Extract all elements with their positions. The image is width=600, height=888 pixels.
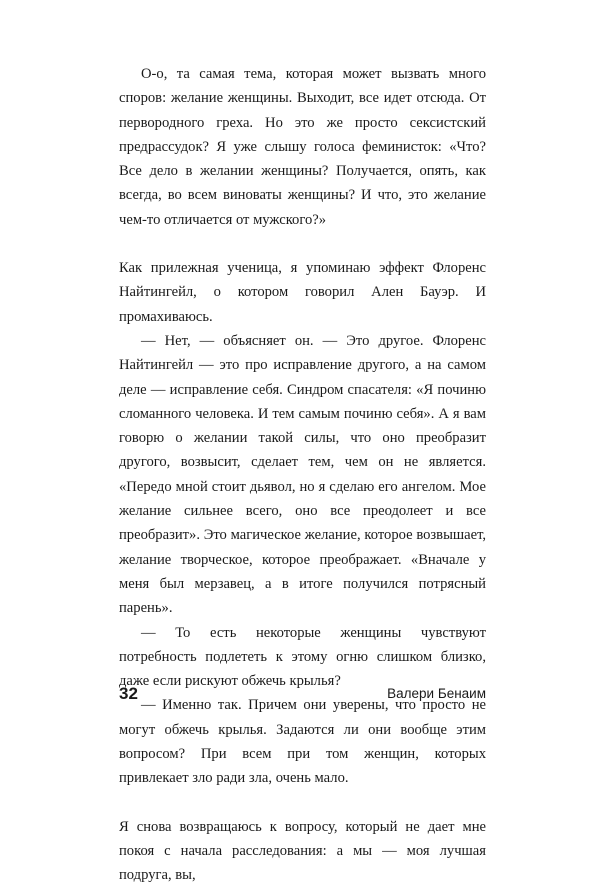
paragraph: Как прилежная ученица, я упоминаю эффект Флоренс Найтингейл, о котором говорил Ален Бауэр. И промахиваюсь. [119,260,486,325]
page-number: 32 [119,684,138,703]
paragraph: — Нет, — объясняет он. — Это другое. Флоренс Найтингейл — это про исправление другого, а на самом деле — исправление себя. Синдром спасателя: «Я починю сломанного человека. И тем самым починю себя». А я вам говорю о желании такой силы, что оно преобразит другого, возвысит, сделает тем, чем он не является. «Передо мной стоит дьявол, но я сделаю его ангелом. Мое желание сильнее всего, оно все преодолеет и все преобразит». Это магическое желание, которое возвышает, желание творческое, которое преображает. «Вначале у меня был мерзавец, а в итоге получился потрясный парень». [119,332,486,617]
paragraph: О-о, та самая тема, которая может вызвать много споров: желание женщины. Выходит, все идет отсюда. От первородного греха. Но это же просто сексистский предрассудок? Я уже слышу голоса феминисток: «Что? Все дело в желании женщины? Получается, опять, как всегда, во всем виноваты женщины? И что, это желание чем-то отличается от мужского?» [119,66,486,228]
author-name: Валери Бенаим [387,686,486,701]
paragraph: — То есть некоторые женщины чувствуют потребность подлететь к этому огню слишком близко, даже если рискуют обжечь крылья? [119,624,486,690]
page-footer [119,682,486,706]
paragraph: Я снова возвращаюсь к вопросу, который не дает мне покоя с начала расследования: а мы — моя лучшая подруга, вы, [119,818,486,884]
paragraph: — Именно так. Причем они уверены, что просто не могут обжечь крылья. Задаются ли они вообще этим вопросом? При всем при том женщин, которых привлекает зло ради зла, очень мало. [119,697,486,787]
body-text [119,62,486,888]
